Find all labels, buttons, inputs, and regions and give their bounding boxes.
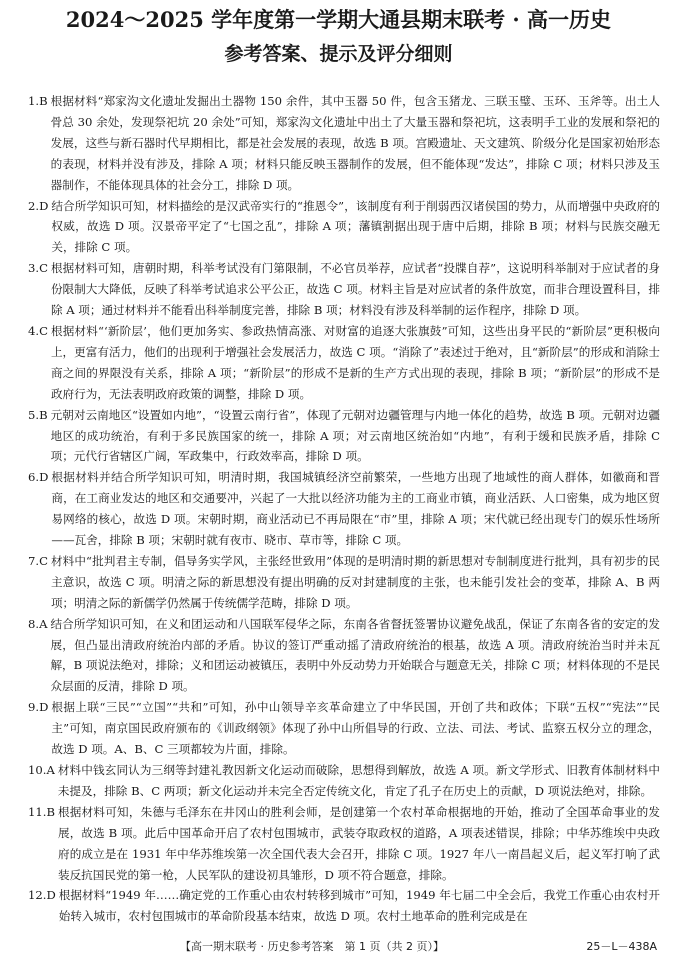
question-number: 1. [28, 94, 40, 108]
footer-page-info: 【高一期末联考 · 历史参考答案 第 1 页（共 2 页）】 [180, 940, 444, 953]
answer-choice: D [39, 198, 49, 213]
answer-number-label [28, 697, 51, 718]
answer-item [28, 551, 660, 614]
answer-item [28, 885, 660, 927]
answer-explanation: 根据材料并结合所学知识可知，明清时期，我国城镇经济空前繁荣，一些地方出现了地域性的商人群体，如徽商和晋商，在工商业发达的地区和交通要冲，兴起了一大批以经济功能为主的工商业市镇，商业活跃、人口密集，成为地区贸易网络的核心，故选 D 项。宋朝时期，商业活动已不再局限在“市”里，排除 A 项；宋代就已经出现专门的娱乐性场所——瓦舍，排除 B 项；宋朝时就有夜市、晓市、草市等，排除 C 项。 [51, 470, 660, 548]
answer-choice: D [46, 888, 56, 903]
question-number: 2. [28, 198, 40, 213]
answer-number-label [28, 551, 51, 572]
answer-item [28, 697, 660, 760]
answer-explanation: 根据材料可知，朱德与毛泽东在井冈山的胜利会师，是创建第一个农村革命根据地的开始，推动了全国革命事业的发展，故选 B 项。此后中国革命开启了农村包围城市，武装夺取政权的道路，A 项表述错误，排除；中华苏维埃中央政府的成立是在 1931 年中华苏维埃第一次全国代表大会召开，排除 C 项。1927 年八一南昌起义后，起义军打响了武装反抗国民党的第一枪，人民军队的建设初具雏形，D 项不符合题意，排除。 [57, 804, 660, 882]
answer-choice: B [39, 407, 48, 422]
question-number: 10. [28, 763, 47, 777]
answer-choice: B [46, 804, 55, 819]
answer-explanation: 根据材料“郑家沟文化遗址发掘出土器物 150 余件，其中玉器 50 件，包含玉猪龙、三联玉璧、玉环、玉斧等。出土人骨总 30 余处，发现祭祀坑 20 余处”可知，郑家沟文化遗址中出土了大量玉器和祭祀坑，这表明手工业的发展和祭祀的发展，这些与新石器时代早期相比，都是社会发展的表现，故选 B 项。宫殿遗址、天文建筑、阶级分化是国家初始形态的表现，材料并没有涉及，排除 A 项；材料只能反映玉器制作的发展，但不能体现“发达”，排除 C 项；材料只涉及玉器制作，不能体现具体的社会分工，排除 D 项。 [50, 94, 660, 192]
question-number: 4. [28, 323, 40, 338]
answer-item [28, 614, 660, 698]
footer-paper-code: 25－L－438A [586, 940, 657, 953]
answer-item [28, 760, 660, 802]
answer-item [28, 258, 660, 321]
answer-choice: C [39, 261, 48, 276]
answer-explanation: 根据材料“‘新阶层’，他们更加务实、参政热情高涨、对财富的追逐大张旗鼓”可知，这些出身平民的“新阶层”更积极向上，更富有活力，他们的出现利于增强社会发展活力，故选 C 项。“消除了”表述过于绝对，且“新阶层”的形成和消除士商之间的界限没有关系，排除 A 项；“新阶层”的形成不是新的生产方式出现的表现，排除 B 项；“新阶层”的形成不是政府行为，无法表明政府政策的调整，排除 D 项。 [50, 323, 660, 401]
question-number: 7. [28, 553, 40, 568]
answer-item [28, 91, 660, 196]
answer-explanation: 根据材料可知，唐朝时期，科举考试没有门第限制，不必官员举荐，应试者“投牒自荐”，这说明科举制对于应试者的身份限制大大降低，反映了科举考试追求公平公正，故选 C 项。材料主旨是对应试者的条件放宽，而非合理设置科目，排除 A 项；通过材料并不能看出科举制度完善，排除 B 项；材料没有涉及科举制的运作程序，排除 D 项。 [50, 261, 660, 318]
answer-number-label [28, 258, 51, 279]
answer-item [28, 802, 660, 886]
question-number: 8. [28, 616, 40, 631]
answer-choice: A [39, 616, 48, 631]
answer-number-label [28, 321, 51, 342]
answer-item [28, 405, 660, 468]
answer-explanation: 元朝对云南地区“设置如内地”，“设置云南行省”，体现了元朝对边疆管理与内地一体化的趋势，故选 B 项。元朝对边疆地区的成功统治，有利于多民族国家的统一，排除 A 项；对云南地区统治如“内地”，有利于缓和民族矛盾，排除 C 项；元代行省辖区广阔，军政集中，行政效率高，排除 D 项。 [50, 407, 660, 464]
answer-choice: D [39, 700, 49, 715]
answer-number-label [28, 885, 59, 906]
answer-choice: A [46, 763, 55, 777]
answer-number-label [28, 614, 50, 635]
document-subtitle: 参考答案、提示及评分细则 [224, 43, 453, 65]
answer-number-label [28, 405, 51, 426]
answer-choice: D [39, 470, 49, 485]
answer-item [28, 196, 660, 259]
answer-number-label [28, 91, 51, 112]
answer-explanation: 结合所学知识可知，在义和团运动和八国联军侵华之际，东南各省督抚签署协议避免战乱，保证了东南各省的安定的发展，但凸显出清政府统治内部的矛盾。协议的签订严重动摇了清政府统治的根基，故选 A 项。清政府统治当时并未瓦解，B 项说法绝对，排除；义和团运动被镇压，表明中外反动势力开始联合与题意无关，排除 C 项；材料体现的不是民众层面的反清，排除 D 项。 [50, 616, 660, 694]
answer-choice: B [39, 94, 48, 108]
question-number: 9. [28, 700, 40, 715]
document-title: 2024～2025 学年度第一学期大通县期末联考 · 高一历史 [65, 7, 612, 32]
answer-choice: C [39, 323, 48, 338]
answer-choice: C [39, 553, 48, 568]
question-number: 12. [28, 888, 47, 903]
answer-item [28, 321, 660, 405]
answer-explanation: 根据上联“三民”“立国”“共和”可知，孙中山领导辛亥革命建立了中华民国，开创了共和政体；下联“五权”“宪法”“民主”可知，南京国民政府颁布的《训政纲领》体现了孙中山所倡导的行政、立法、司法、考试、监察五权分立的理念，故选 D 项。A、B、C 三项都较为片面，排除。 [51, 700, 660, 757]
question-number: 11. [28, 804, 47, 819]
answer-list [28, 91, 660, 927]
answer-number-label [28, 760, 58, 781]
page-footer [0, 937, 677, 957]
answer-item [28, 467, 660, 551]
answer-explanation: 结合所学知识可知，材料描绘的是汉武帝实行的“推恩令”，该制度有利于削弱西汉诸侯国的势力，从而增强中央政府的权威，故选 D 项。汉景帝平定了“七国之乱”，排除 A 项；藩镇割据出现于唐中后期，排除 B 项；材料与民族交融无关，排除 C 项。 [51, 198, 660, 255]
question-number: 6. [28, 470, 40, 485]
answer-number-label [28, 802, 58, 823]
answer-explanation: 根据材料“1949 年……确定党的工作重心由农村转移到城市”可知，1949 年七届二中全会后，我党工作重心由农村开始转入城市，农村包围城市的革命阶段基本结束，故选 D 项。农村土地革命的胜利完成是在 [58, 888, 660, 924]
answer-number-label [28, 196, 51, 217]
answer-explanation: 材料中钱玄同认为三纲等封建礼教因新文化运动而破除，思想得到解放，故选 A 项。新文学形式、旧教育体制材料中未提及，排除 B、C 两项；新文化运动并未完全否定传统文化，肯定了孔子在历史上的贡献，D 项说法绝对，排除。 [57, 763, 660, 798]
question-number: 5. [28, 407, 40, 422]
question-number: 3. [28, 261, 40, 276]
answer-number-label [28, 467, 51, 488]
answer-explanation: 材料中“批判君主专制，倡导务实学风，主张经世致用”体现的是明清时期的新思想对专制制度进行批判，具有初步的民主意识，故选 C 项。明清之际的新思想没有提出明确的反对封建制度的主张，也未能引发社会的变革，排除 A、B 两项；明清之际的新儒学仍然属于传统儒学范畴，排除 D 项。 [50, 553, 660, 610]
